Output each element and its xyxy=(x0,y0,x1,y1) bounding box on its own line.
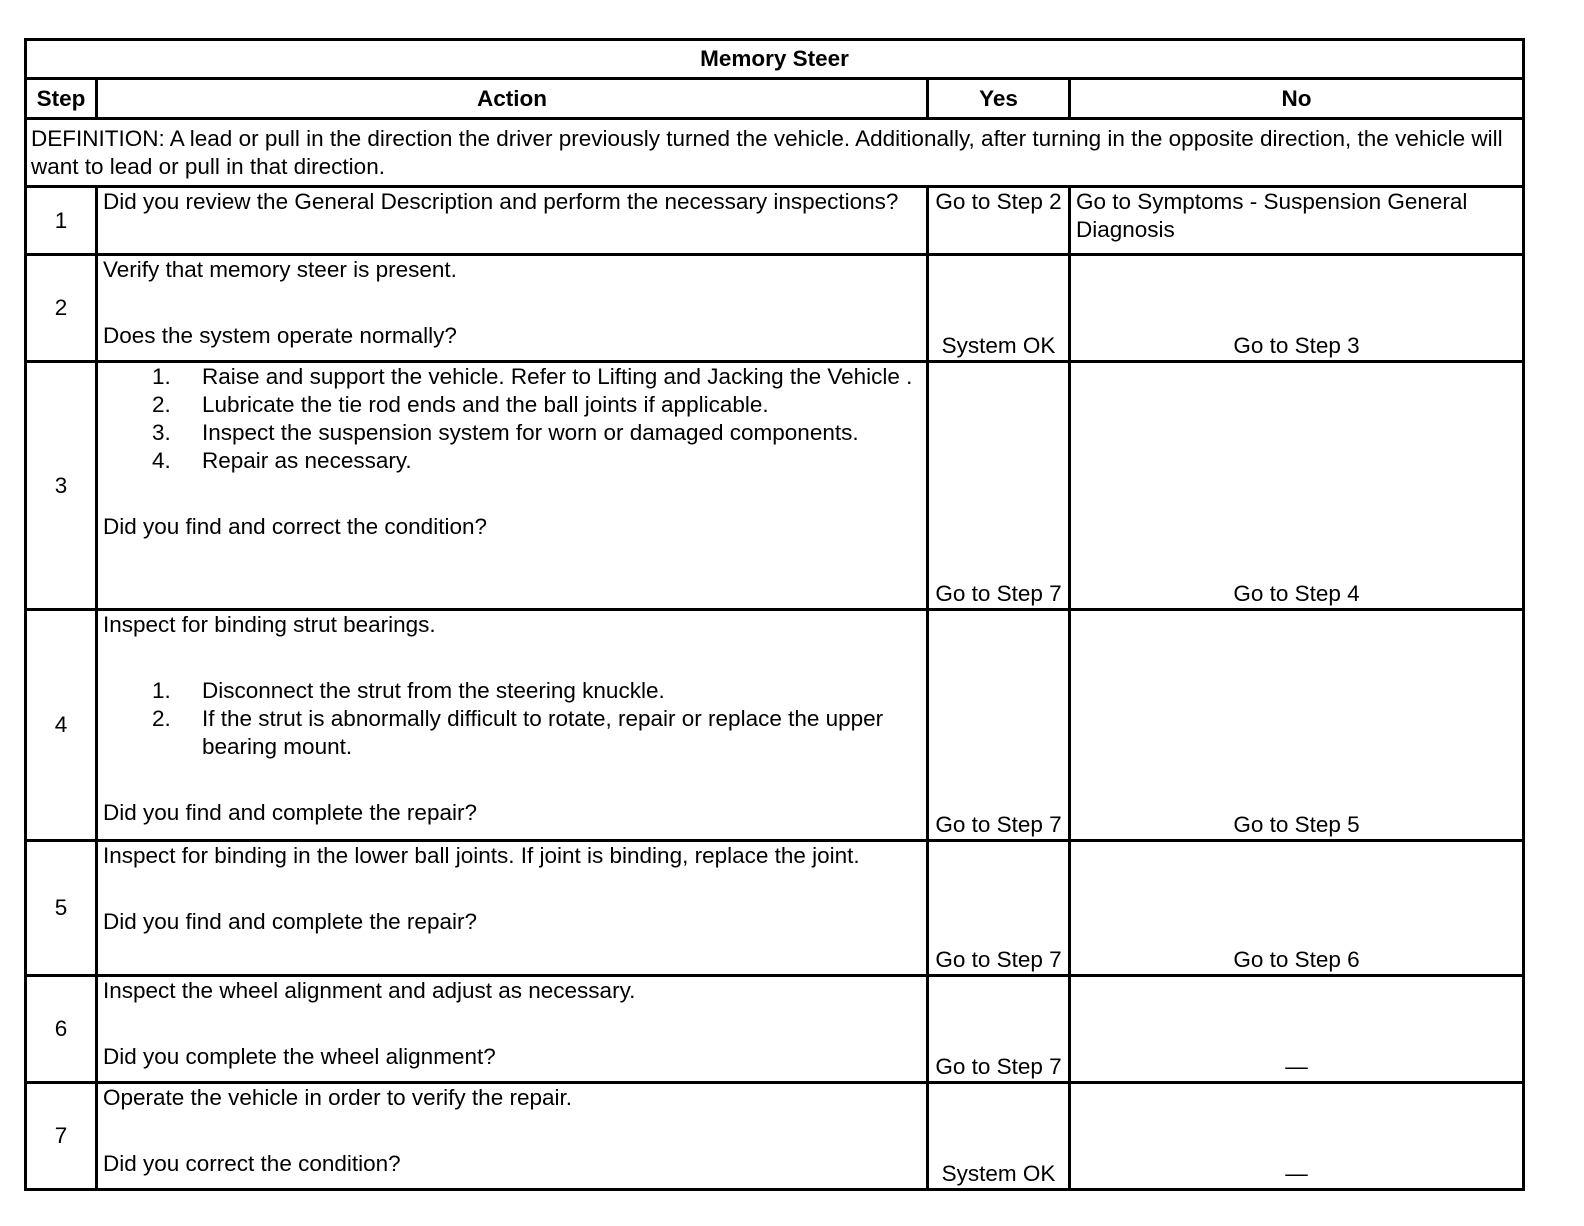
header-row xyxy=(26,79,1524,119)
list-text: If the strut is abnormally difficult to rotate, repair or replace the upper bearing mount. xyxy=(202,706,884,759)
action-intro: Operate the vehicle in order to verify the repair. xyxy=(103,1085,572,1110)
yes-cell: Go to Step 7 xyxy=(928,362,1070,610)
action-cell xyxy=(97,1083,928,1190)
list-text: Raise and support the vehicle. Refer to Lifting and Jacking the Vehicle . xyxy=(202,364,913,389)
list-item xyxy=(103,391,921,419)
action-question: Did you find and complete the repair? xyxy=(103,800,477,825)
title-row xyxy=(26,40,1524,79)
action-question: Does the system operate normally? xyxy=(103,323,457,348)
yes-cell: Go to Step 7 xyxy=(928,841,1070,976)
list-number: 1. xyxy=(152,364,171,389)
list-number: 4. xyxy=(152,448,171,473)
spacer xyxy=(103,870,921,908)
no-cell: Go to Symptoms - Suspension General Diagnosis xyxy=(1070,187,1524,255)
table-row xyxy=(26,187,1524,255)
action-cell xyxy=(97,841,928,976)
definition-row xyxy=(26,119,1524,187)
list-number: 1. xyxy=(152,678,171,703)
list-number: 3. xyxy=(152,420,171,445)
yes-cell: Go to Step 2 xyxy=(928,187,1070,255)
table-title: Memory Steer xyxy=(26,40,1524,79)
list-item xyxy=(103,705,921,761)
header-action: Action xyxy=(97,79,928,119)
list-text: Inspect the suspension system for worn or damaged components. xyxy=(202,420,859,445)
action-question: Did you correct the condition? xyxy=(103,1151,401,1176)
table-row xyxy=(26,362,1524,610)
table-row xyxy=(26,255,1524,362)
step-number: 2 xyxy=(26,255,97,362)
list-number: 2. xyxy=(152,392,171,417)
yes-cell: Go to Step 7 xyxy=(928,610,1070,841)
procedure-list xyxy=(103,363,921,475)
action-question: Did you review the General Description and perform the necessary inspections? xyxy=(103,189,899,214)
no-cell: Go to Step 5 xyxy=(1070,610,1524,841)
spacer xyxy=(103,761,921,799)
no-cell: Go to Step 3 xyxy=(1070,255,1524,362)
header-no: No xyxy=(1070,79,1524,119)
header-yes: Yes xyxy=(928,79,1070,119)
spacer xyxy=(103,475,921,513)
list-number: 2. xyxy=(152,706,171,731)
list-item xyxy=(103,363,921,391)
list-item xyxy=(103,419,921,447)
action-cell xyxy=(97,255,928,362)
action-question: Did you find and complete the repair? xyxy=(103,909,477,934)
yes-cell: System OK xyxy=(928,255,1070,362)
spacer xyxy=(103,284,921,322)
step-number: 3 xyxy=(26,362,97,610)
spacer xyxy=(103,639,921,677)
step-number: 1 xyxy=(26,187,97,255)
list-text: Repair as necessary. xyxy=(202,448,412,473)
action-cell xyxy=(97,610,928,841)
list-item xyxy=(103,677,921,705)
yes-cell: Go to Step 7 xyxy=(928,976,1070,1083)
spacer xyxy=(103,1112,921,1150)
action-question: Did you complete the wheel alignment? xyxy=(103,1044,496,1069)
no-cell: Go to Step 6 xyxy=(1070,841,1524,976)
no-cell: — xyxy=(1070,976,1524,1083)
spacer xyxy=(103,1005,921,1043)
header-step: Step xyxy=(26,79,97,119)
action-intro: Inspect for binding in the lower ball joints. If joint is binding, replace the joint. xyxy=(103,843,860,868)
diagnostic-table xyxy=(24,38,1525,1191)
step-number: 5 xyxy=(26,841,97,976)
action-cell xyxy=(97,362,928,610)
action-intro: Inspect the wheel alignment and adjust as necessary. xyxy=(103,978,636,1003)
action-intro: Verify that memory steer is present. xyxy=(103,257,457,282)
step-number: 6 xyxy=(26,976,97,1083)
no-cell: — xyxy=(1070,1083,1524,1190)
table-row xyxy=(26,610,1524,841)
action-cell xyxy=(97,976,928,1083)
step-number: 7 xyxy=(26,1083,97,1190)
no-cell: Go to Step 4 xyxy=(1070,362,1524,610)
action-question: Did you find and correct the condition? xyxy=(103,514,487,539)
list-text: Disconnect the strut from the steering knuckle. xyxy=(202,678,665,703)
table-row xyxy=(26,976,1524,1083)
definition-text: DEFINITION: A lead or pull in the direction the driver previously turned the vehicle. Additionally, after turning in the opposite direction, the vehicle will want to lead or pull in that direction. xyxy=(26,119,1524,187)
table-row xyxy=(26,1083,1524,1190)
table-row xyxy=(26,841,1524,976)
action-cell xyxy=(97,187,928,255)
procedure-list xyxy=(103,677,921,761)
step-number: 4 xyxy=(26,610,97,841)
action-intro: Inspect for binding strut bearings. xyxy=(103,612,436,637)
list-item xyxy=(103,447,921,475)
list-text: Lubricate the tie rod ends and the ball joints if applicable. xyxy=(202,392,769,417)
yes-cell: System OK xyxy=(928,1083,1070,1190)
